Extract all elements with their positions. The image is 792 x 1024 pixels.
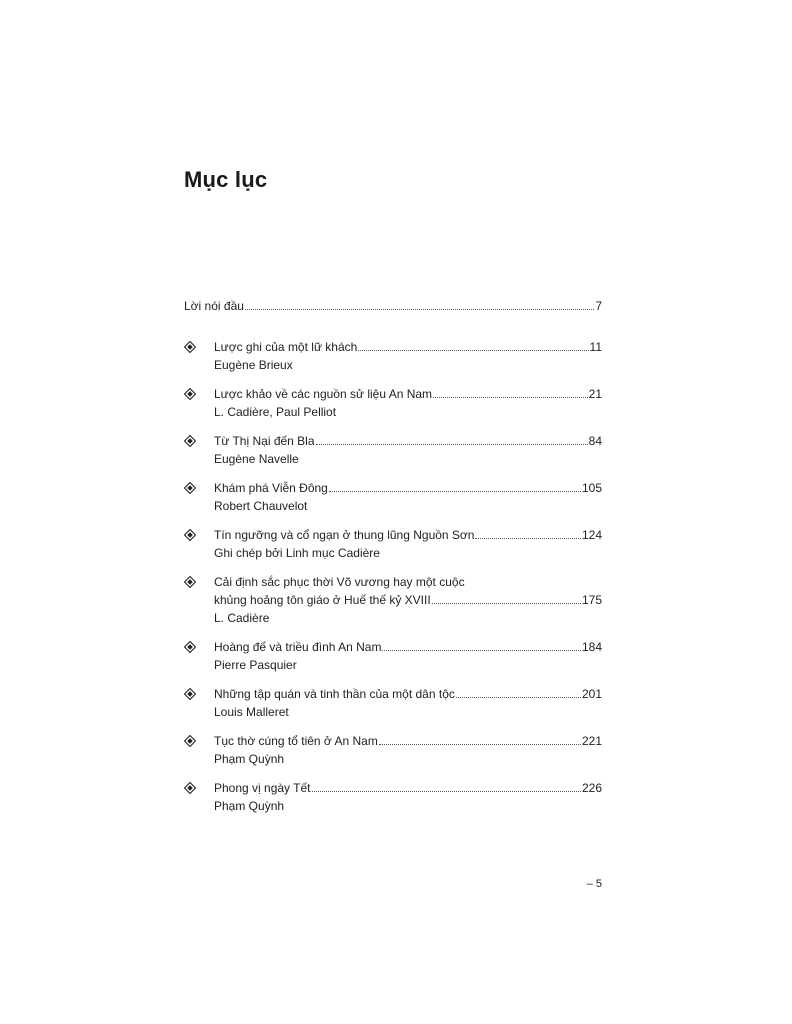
toc-entry[interactable] [184, 638, 602, 674]
diamond-bullet-icon [184, 576, 196, 588]
toc-entry-author: Pierre Pasquier [214, 658, 297, 672]
dot-leader [316, 444, 588, 445]
toc-page-number: 226 [581, 781, 602, 795]
toc-entry-author: L. Cadière, Paul Pelliot [214, 405, 337, 419]
toc-page-number: 21 [588, 387, 602, 401]
toc-entry[interactable] [184, 338, 602, 374]
toc-entry-author: Eugène Navelle [214, 452, 299, 466]
toc-entry-title: Hoàng đế và triều đình An Nam [214, 640, 382, 654]
toc-page-number: 124 [581, 528, 602, 542]
toc-entry[interactable] [184, 779, 602, 815]
toc-entry-title: Tục thờ cúng tổ tiên ở An Nam [214, 734, 378, 748]
page-title: Mục lục [184, 167, 268, 192]
toc-page-number: 7 [595, 299, 602, 313]
toc-page-number: 84 [588, 434, 602, 448]
diamond-bullet-icon [184, 782, 196, 794]
diamond-bullet-icon [184, 641, 196, 653]
toc-entry-preface[interactable] [184, 297, 602, 315]
toc-entry-author: Phạm Quỳnh [214, 752, 285, 766]
toc-entry-title: Lược ghi của một lữ khách [214, 340, 358, 354]
diamond-bullet-icon [184, 435, 196, 447]
toc-entry[interactable] [184, 432, 602, 468]
toc-entry-title: Từ Thị Nại đến Bla [214, 434, 315, 448]
toc-entry-title: Khám phá Viễn Đông [214, 481, 328, 495]
toc-entry-author: Ghi chép bởi Linh mục Cadière [214, 546, 380, 560]
dot-leader [456, 697, 581, 698]
diamond-bullet-icon [184, 735, 196, 747]
toc-entry-title: Phong vị ngày Tết [214, 781, 311, 795]
toc-entry-title-line2: khủng hoảng tôn giáo ở Huế thế kỷ XVIII [214, 593, 431, 607]
diamond-bullet-icon [184, 341, 196, 353]
diamond-bullet-icon [184, 529, 196, 541]
toc-page-number: 105 [581, 481, 602, 495]
toc-entry-title: Những tập quán và tinh thần của một dân tộc [214, 687, 455, 701]
dot-leader [475, 538, 580, 539]
toc-page-number: 175 [581, 593, 602, 607]
diamond-bullet-icon [184, 688, 196, 700]
toc-entry[interactable] [184, 479, 602, 515]
toc-entry-author: Phạm Quỳnh [214, 799, 285, 813]
toc-entry-author: L. Cadière [214, 611, 270, 625]
toc-entry[interactable] [184, 685, 602, 721]
toc-page-number: 221 [581, 734, 602, 748]
dot-leader [358, 350, 588, 351]
toc-page-number: 11 [589, 340, 602, 354]
dot-leader [382, 650, 581, 651]
toc-entry-author: Louis Malleret [214, 705, 289, 719]
toc-entry[interactable] [184, 573, 602, 627]
toc-page-number: 201 [581, 687, 602, 701]
toc-entry-title-line1: Cải định sắc phục thời Võ vương hay một cuộc [214, 575, 465, 589]
diamond-bullet-icon [184, 388, 196, 400]
dot-leader [432, 603, 581, 604]
dot-leader [329, 491, 581, 492]
dot-leader [312, 791, 581, 792]
table-of-contents [184, 297, 602, 826]
toc-entry-title: Lược khảo về các nguồn sử liệu An Nam [214, 387, 433, 401]
toc-entry[interactable] [184, 526, 602, 562]
dot-leader [433, 397, 588, 398]
toc-entry-title: Lời nói đầu [184, 299, 244, 313]
toc-entry-title: Tín ngưỡng và cổ ngạn ở thung lũng Nguồn Sơn [214, 528, 475, 542]
page-number-footer: – 5 [586, 878, 602, 890]
toc-entry[interactable] [184, 732, 602, 768]
toc-entry-author: Robert Chauvelot [214, 499, 308, 513]
dot-leader [245, 309, 594, 310]
toc-page-number: 184 [581, 640, 602, 654]
toc-entry[interactable] [184, 385, 602, 421]
toc-entry-author: Eugène Brieux [214, 358, 293, 372]
diamond-bullet-icon [184, 482, 196, 494]
dot-leader [379, 744, 581, 745]
